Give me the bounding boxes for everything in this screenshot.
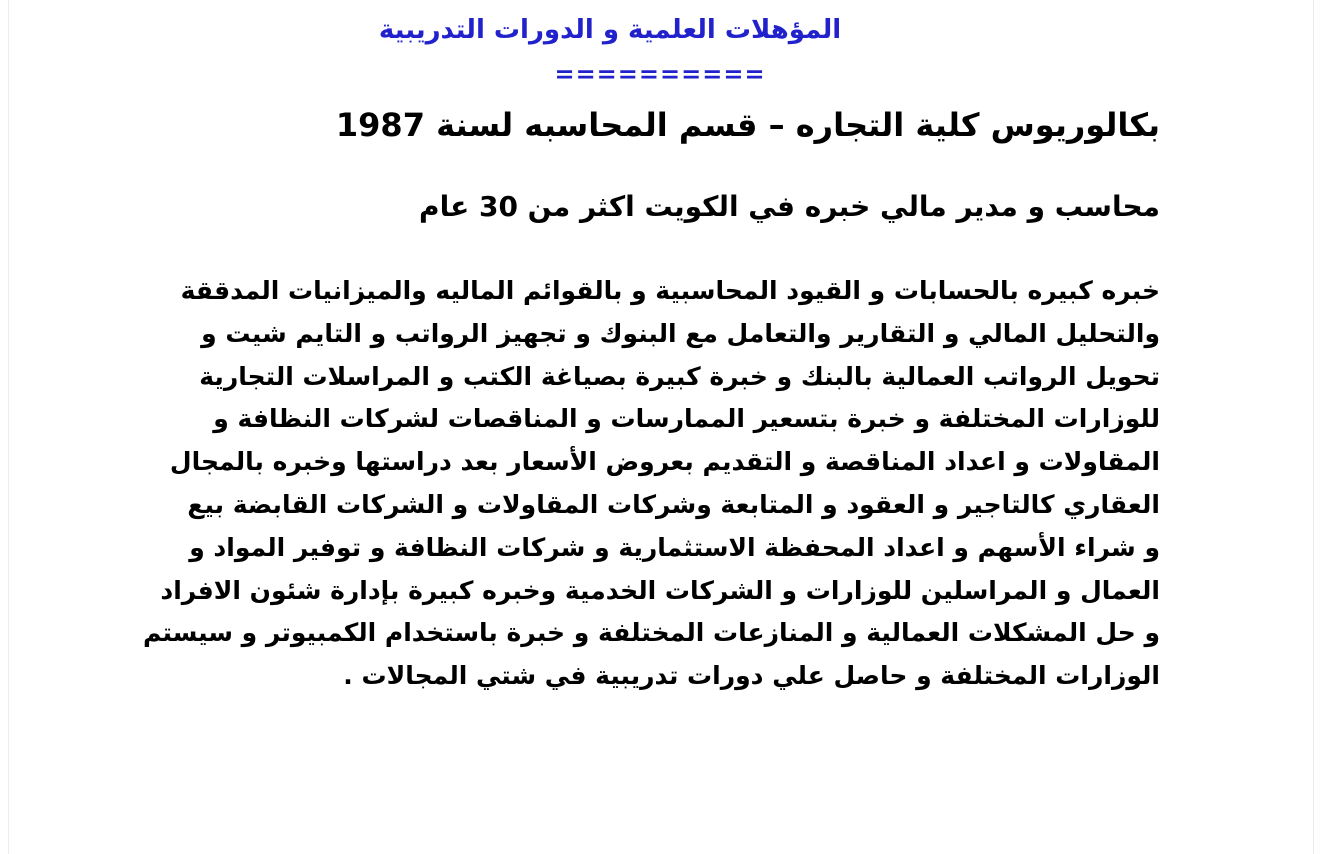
paragraph-line: العمال و المراسلين للوزارات و الشركات الخدمية وخبره كبيرة بإدارة شئون الافراد	[160, 575, 1160, 605]
paragraph-line: الوزارات المختلفة و حاصل علي دورات تدريبية في شتي المجالات .	[343, 661, 1160, 691]
paragraph-line: و حل المشكلات العمالية و المنازعات المختلفة و خبرة باستخدام الكمبيوتر و سيستم	[142, 618, 1160, 648]
paragraph-line: و شراء الأسهم و اعداد المحفظة الاستثمارية و شركات النظافة و توفير المواد و	[189, 532, 1160, 562]
experience-line: محاسب و مدير مالي خبره في الكويت اكثر من 30 عام	[419, 190, 1160, 223]
paragraph-line: خبره كبيره بالحسابات و القيود المحاسبية و بالقوائم الماليه والميزانيات المدققة	[180, 276, 1160, 305]
heading-separator: ==========	[554, 60, 766, 88]
paragraph-line: تحويل الرواتب العمالية بالبنك و خبرة كبيرة بصياغة الكتب و المراسلات التجارية	[199, 361, 1160, 391]
paragraph-line: للوزارات المختلفة و خبرة بتسعير الممارسات و المناقصات لشركات النظافة و	[213, 404, 1160, 434]
experience-paragraph	[142, 270, 1160, 698]
paragraph-line: المقاولات و اعداد المناقصة و التقديم بعروض الأسعار بعد دراستها وخبره بالمجال	[169, 447, 1160, 477]
paragraph-line: العقاري كالتاجير و العقود و المتابعة وشركات المقاولات و الشركات القابضة بيع	[187, 489, 1160, 519]
paragraph-line: والتحليل المالي و التقارير والتعامل مع البنوك و تجهيز الرواتب و التايم شيت و	[201, 318, 1160, 348]
page-border-left	[8, 0, 9, 854]
degree-line: بكالوريوس كلية التجاره – قسم المحاسبه لسنة 1987	[335, 106, 1160, 144]
section-heading: المؤهلات العلمية و الدورات التدريبية	[378, 15, 842, 45]
page-border-right	[1313, 0, 1314, 854]
